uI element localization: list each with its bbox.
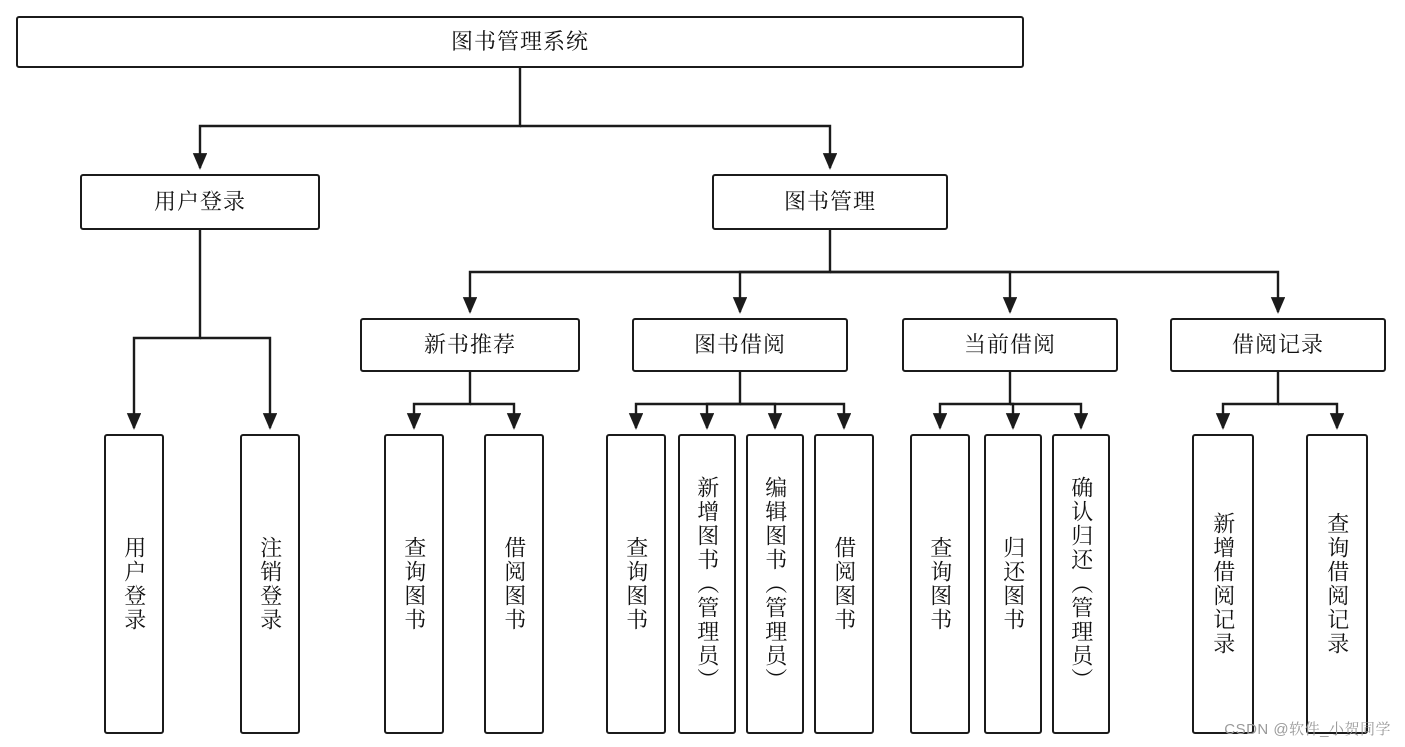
node-leaf-return-book: 归还图书 [984,434,1042,734]
node-leaf-confirm-return: 确认归还（管理员） [1052,434,1110,734]
node-leaf-edit-book: 编辑图书（管理员） [746,434,804,734]
node-new-book-rec: 新书推荐 [360,318,580,372]
node-leaf-user-login: 用户登录 [104,434,164,734]
node-leaf-user-logout: 注销登录 [240,434,300,734]
node-leaf-add-record: 新增借阅记录 [1192,434,1254,734]
node-borrow-record: 借阅记录 [1170,318,1386,372]
node-leaf-query-book-3: 查询图书 [910,434,970,734]
node-book-borrow: 图书借阅 [632,318,848,372]
node-leaf-add-book: 新增图书（管理员） [678,434,736,734]
node-user-login: 用户登录 [80,174,320,230]
node-current-borrow: 当前借阅 [902,318,1118,372]
node-leaf-query-book-1: 查询图书 [384,434,444,734]
node-root: 图书管理系统 [16,16,1024,68]
node-leaf-borrow-book-1: 借阅图书 [484,434,544,734]
node-leaf-query-book-2: 查询图书 [606,434,666,734]
node-leaf-borrow-book-2: 借阅图书 [814,434,874,734]
watermark-text: CSDN @软件_小贺同学 [1224,721,1391,738]
node-leaf-query-record: 查询借阅记录 [1306,434,1368,734]
node-book-manage: 图书管理 [712,174,948,230]
